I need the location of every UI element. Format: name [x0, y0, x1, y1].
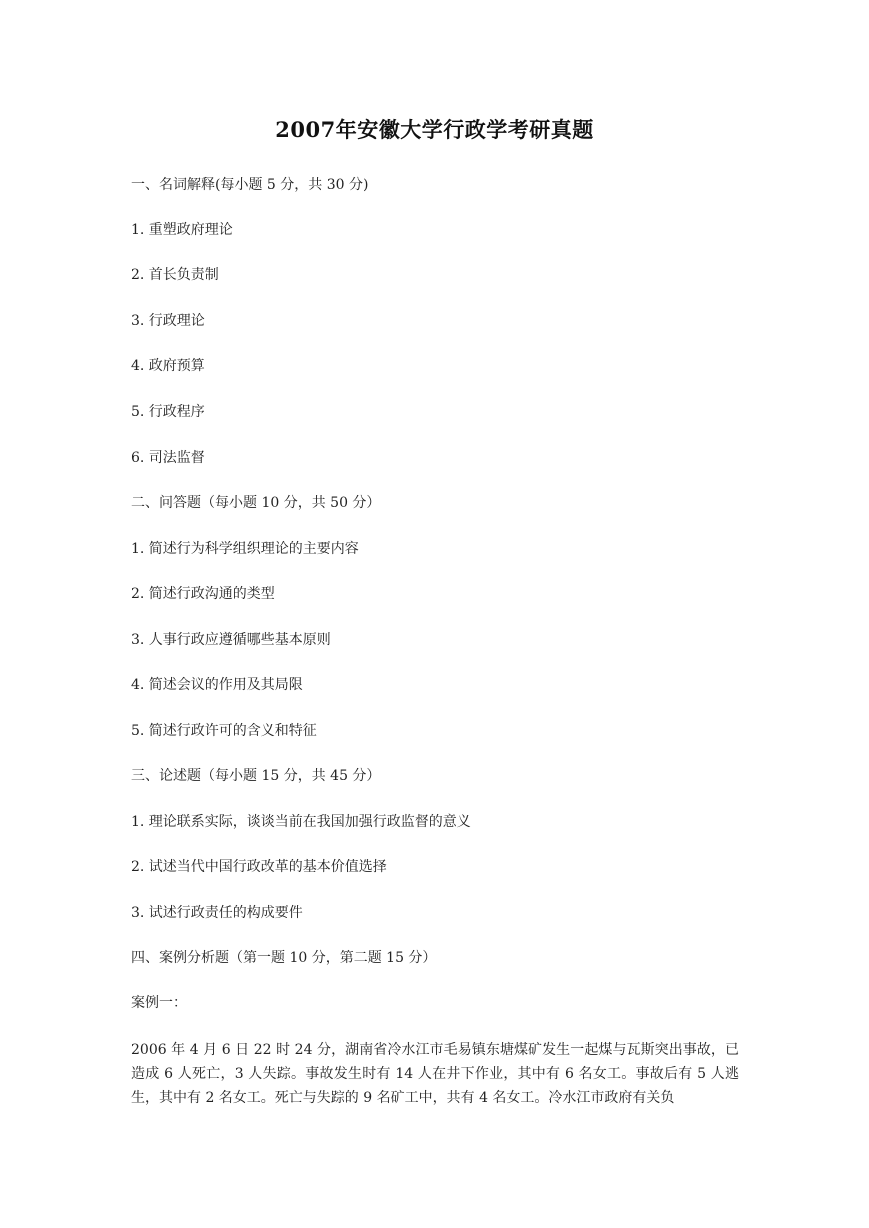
- list-item: 1. 理论联系实际，谈谈当前在我国加强行政监督的意义: [131, 814, 471, 830]
- case-paragraph: 2006 年 4 月 6 日 22 时 24 分，湖南省冷水江市毛易镇东塘煤矿发生一起煤与瓦斯突出事故，已造成 6 人死亡，3 人失踪。事故发生时有 14 人在井下作业，其中有 6 名女工。事故后有 5 人逃生，其中有 2 名女工。死亡与失踪的 9 名矿工中，共有 4 名女工。冷水江市政府有关负: [131, 1042, 739, 1106]
- list-item: 2. 简述行政沟通的类型: [131, 586, 275, 602]
- list-item: 4. 政府预算: [131, 358, 205, 374]
- list-item: 6. 司法监督: [131, 450, 205, 466]
- list-item: 3. 试述行政责任的构成要件: [131, 905, 303, 921]
- list-item: 2. 首长负责制: [131, 267, 219, 283]
- list-item: 5. 简述行政许可的含义和特征: [131, 723, 317, 739]
- list-item: 1. 简述行为科学组织理论的主要内容: [131, 541, 359, 557]
- list-item: 4. 简述会议的作用及其局限: [131, 677, 303, 693]
- section-heading-4: 四、案例分析题（第一题 10 分，第二题 15 分）: [131, 950, 437, 966]
- list-item: 3. 人事行政应遵循哪些基本原则: [131, 632, 331, 648]
- list-item: 2. 试述当代中国行政改革的基本价值选择: [131, 859, 387, 875]
- list-item: 1. 重塑政府理论: [131, 222, 233, 238]
- section-heading-1: 一、名词解释(每小题 5 分，共 30 分): [131, 177, 369, 193]
- case-label: 案例一：: [131, 995, 187, 1011]
- list-item: 5. 行政程序: [131, 404, 205, 420]
- section-heading-3: 三、论述题（每小题 15 分，共 45 分）: [131, 768, 381, 784]
- section-heading-2: 二、问答题（每小题 10 分，共 50 分）: [131, 495, 381, 511]
- list-item: 3. 行政理论: [131, 313, 205, 329]
- page-title: 2007年安徽大学行政学考研真题: [275, 117, 594, 142]
